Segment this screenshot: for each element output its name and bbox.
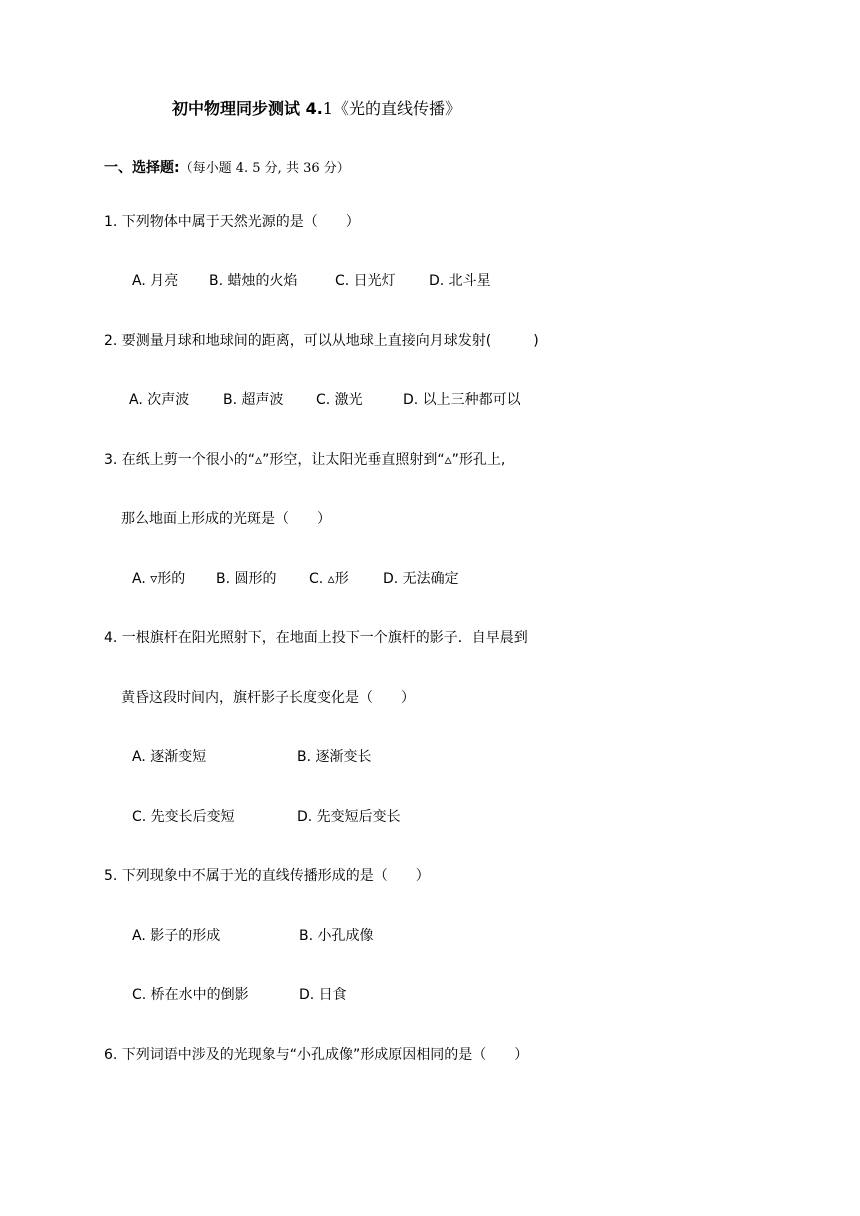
q3-option-a: A. ▿形的 — [132, 571, 186, 587]
question-4-stem: 4. 一根旗杆在阳光照射下，在地面上投下一个旗杆的影子．自早晨到 — [104, 630, 528, 646]
q5-option-b: B. 小孔成像 — [299, 928, 374, 944]
q1-option-c: C. 日光灯 — [335, 273, 396, 289]
q3-option-d: D. 无法确定 — [383, 571, 459, 587]
q1-option-d: D. 北斗星 — [429, 273, 491, 289]
q3-option-b: B. 圆形的 — [216, 571, 277, 587]
section-note: （每小题 4. 5 分, 共 36 分） — [179, 161, 350, 176]
page-title — [172, 98, 461, 120]
q4-option-c: C. 先变长后变短 — [132, 809, 235, 825]
section-title: 一、选择题: — [104, 160, 180, 176]
q4-option-b: B. 逐渐变长 — [297, 749, 372, 765]
question-3-stem: 3. 在纸上剪一个很小的“▵”形空，让太阳光垂直照射到“▵”形孔上, — [104, 452, 506, 468]
title-main: 初中物理同步测试 4. — [172, 99, 323, 118]
section-heading — [104, 158, 350, 179]
q1-option-a: A. 月亮 — [132, 273, 179, 289]
q4-option-d: D. 先变短后变长 — [297, 809, 401, 825]
q2-option-c: C. 激光 — [316, 392, 363, 408]
question-4-stem-cont: 黄昏这段时间内，旗杆影子长度变化是（ ） — [121, 690, 415, 706]
q5-option-a: A. 影子的形成 — [132, 928, 221, 944]
question-3-stem-cont: 那么地面上形成的光斑是（ ） — [121, 511, 331, 527]
q5-option-d: D. 日食 — [299, 987, 347, 1003]
q5-option-c: C. 桥在水中的倒影 — [132, 987, 249, 1003]
q2-option-a: A. 次声波 — [129, 392, 190, 408]
q4-option-a: A. 逐渐变短 — [132, 749, 207, 765]
q3-option-c: C. ▵形 — [309, 571, 349, 587]
question-2-stem: 2. 要测量月球和地球间的距离，可以从地球上直接向月球发射( ) — [104, 333, 539, 349]
question-5-stem: 5. 下列现象中不属于光的直线传播形成的是（ ） — [104, 868, 430, 884]
q2-option-b: B. 超声波 — [223, 392, 284, 408]
question-1-stem: 1. 下列物体中属于天然光源的是（ ） — [104, 214, 360, 230]
q1-option-b: B. 蜡烛的火焰 — [209, 273, 298, 289]
q2-option-d: D. 以上三种都可以 — [403, 392, 521, 408]
question-6-stem: 6. 下列词语中涉及的光现象与“小孔成像”形成原因相同的是（ ） — [104, 1047, 529, 1063]
title-sub: 1《光的直线传播》 — [322, 99, 461, 118]
